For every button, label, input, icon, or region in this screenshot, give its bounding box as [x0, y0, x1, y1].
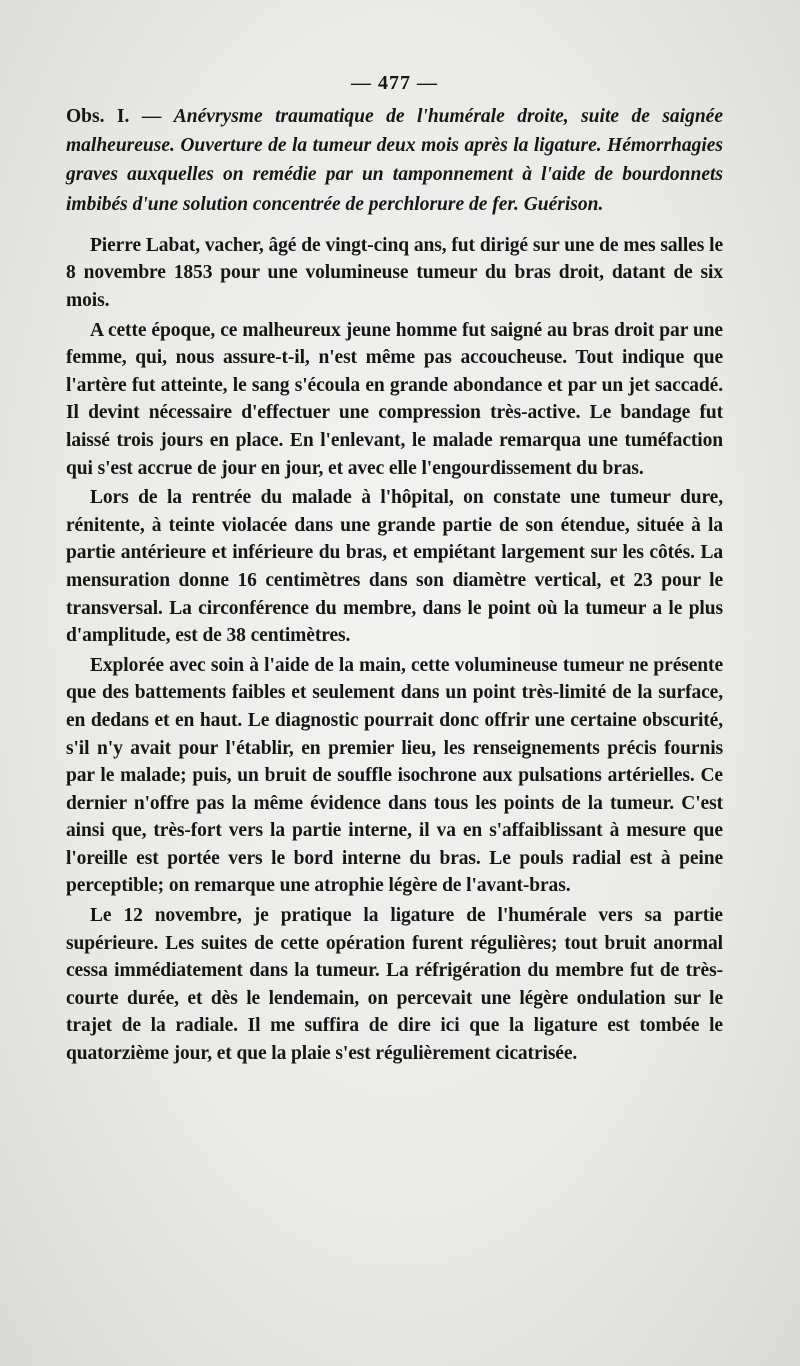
observation-title: Anévrysme traumatique de l'humérale droite, suite de saignée malheureuse. Ouverture de la tumeur deux mois après la ligature. Hémorrhagies graves auxquelles on remédie par un tamponnement à l'aide de bourdonnets imbibés d'une solution concentrée de perchlorure de fer. Guérison. — [66, 106, 723, 215]
paragraph-3: Lors de la rentrée du malade à l'hôpital, on constate une tumeur dure, rénitente, à teinte violacée dans une grande partie de son étendue, située à la partie antérieure et inférieure du bras, et empiétant largement sur les côtés. La mensuration donne 16 centimètres dans son diamètre vertical, et 23 pour le transversal. La circonférence du membre, dans le point où la tumeur a le plus d'amplitude, est de 38 centimètres. — [66, 487, 723, 647]
observation-heading — [66, 102, 723, 219]
paragraph-1: Pierre Labat, vacher, âgé de vingt-cinq ans, fut dirigé sur une de mes salles le 8 novembre 1853 pour une volumineuse tumeur du bras droit, datant de six mois. — [66, 234, 723, 311]
page-number: — 477 — — [351, 72, 438, 94]
paragraph-2: A cette époque, ce malheureux jeune homme fut saigné au bras droit par une femme, qui, nous assure-t-il, n'est même pas accoucheuse. Tout indique que l'artère fut atteinte, le sang s'écoula en grande abondance et par un jet saccadé. Il devint nécessaire d'effectuer une compression très-active. Le bandage fut laissé trois jours en place. En l'enlevant, le malade remarqua une tuméfaction qui s'est accrue de jour en jour, et avec elle l'engourdissement du bras. — [66, 319, 723, 479]
page-text-block — [66, 68, 723, 1068]
observation-label: Obs. I. — — [66, 106, 162, 127]
paragraph-4: Explorée avec soin à l'aide de la main, cette volumineuse tumeur ne présente que des battements faibles et seulement dans un point très-limité de la surface, en dedans et en haut. Le diagnostic pourrait donc offrir une certaine obscurité, s'il n'y avait pour l'établir, en premier lieu, les renseignements précis fournis par le malade; puis, un bruit de souffle isochrone aux pulsations artérielles. Ce dernier n'offre pas la même évidence dans tous les points de la tumeur. C'est ainsi que, très-fort vers la partie interne, il va en s'affaiblissant à mesure que l'oreille est portée vers le bord interne du bras. Le pouls radial est à peine perceptible; on remarque une atrophie légère de l'avant-bras. — [66, 654, 723, 897]
paragraph-5: Le 12 novembre, je pratique la ligature de l'humérale vers sa partie supérieure. Les suites de cette opération furent régulières; tout bruit anormal cessa immédiatement dans la tumeur. La réfrigération du membre fut de très-courte durée, et dès le lendemain, on percevait une légère ondulation sur le trajet de la radiale. Il me suffira de dire ici que la ligature est tombée le quatorzième jour, et que la plaie s'est régulièrement cicatrisée. — [66, 905, 723, 1065]
